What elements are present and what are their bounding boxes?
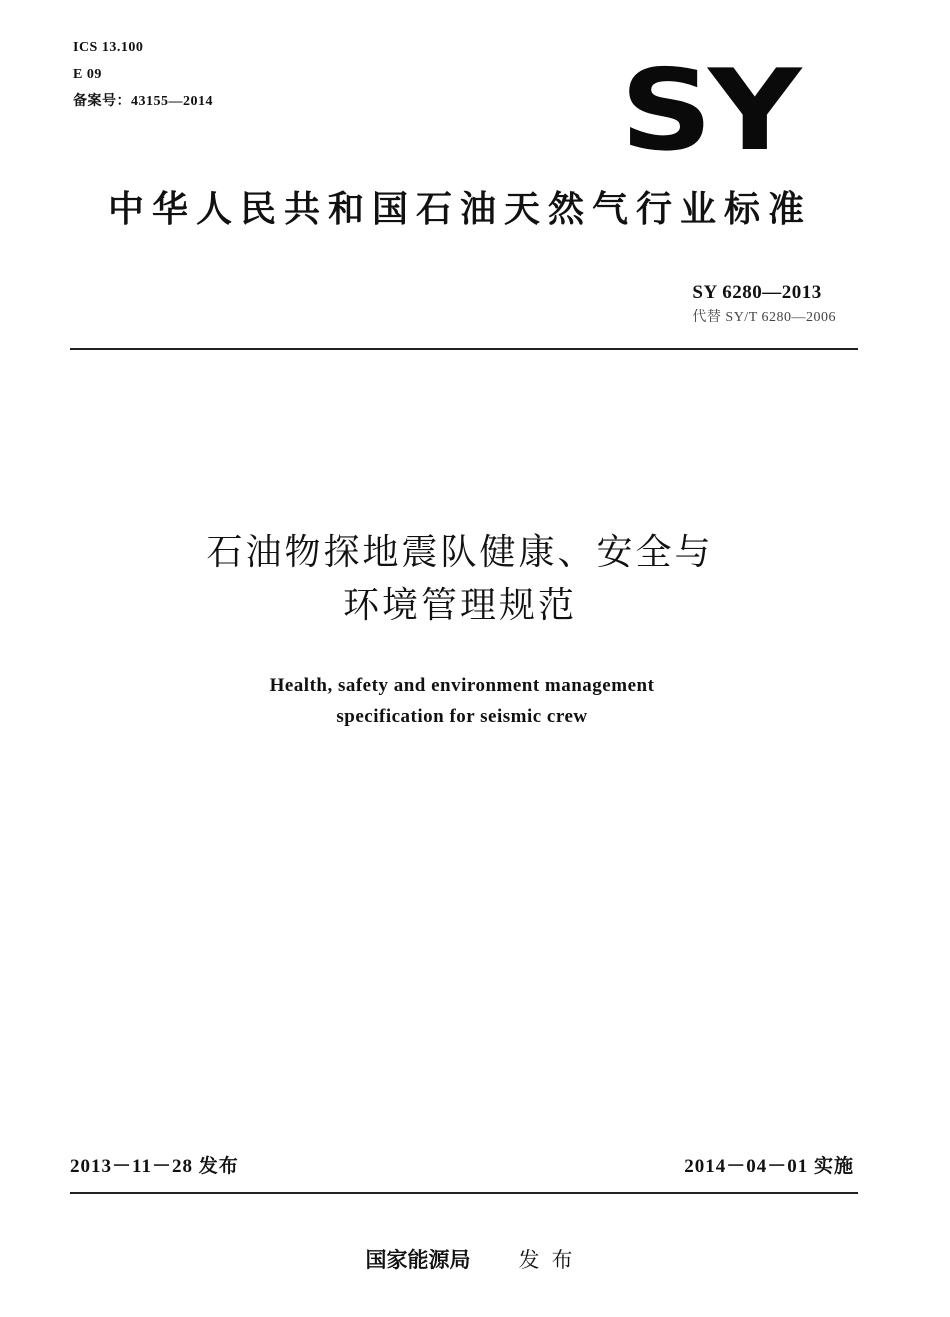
publisher-verb: 发布: [518, 1248, 585, 1272]
record-number: 备案号：43155—2014: [73, 94, 213, 109]
ics-code: ICS 13.100: [73, 40, 144, 55]
replaces-code: 代替 SY/T 6280—2006: [692, 310, 836, 325]
publisher-name: 国家能源局: [365, 1248, 471, 1272]
top-divider: [70, 348, 858, 350]
standard-code-block: [692, 282, 836, 326]
bottom-divider: [70, 1192, 858, 1194]
standard-category-title: 中华人民共和国石油天然气行业标准: [107, 189, 812, 230]
effective-date: 2014－04－01 实施: [684, 1156, 854, 1177]
issue-date: 2013－11－28 发布: [70, 1156, 239, 1177]
chinese-title-line-1: 石油物探地震队健康、安全与: [206, 532, 714, 573]
standard-code: SY 6280—2013: [692, 282, 822, 303]
sy-logo: SY: [620, 46, 797, 176]
classification-code: E 09: [73, 67, 102, 82]
chinese-title-line-2: 环境管理规范: [342, 585, 577, 626]
publisher-line: [0, 1246, 950, 1274]
english-title-line-2: specification for seismic crew: [336, 706, 588, 727]
english-title-line-1: Health, safety and environment management: [269, 675, 655, 696]
